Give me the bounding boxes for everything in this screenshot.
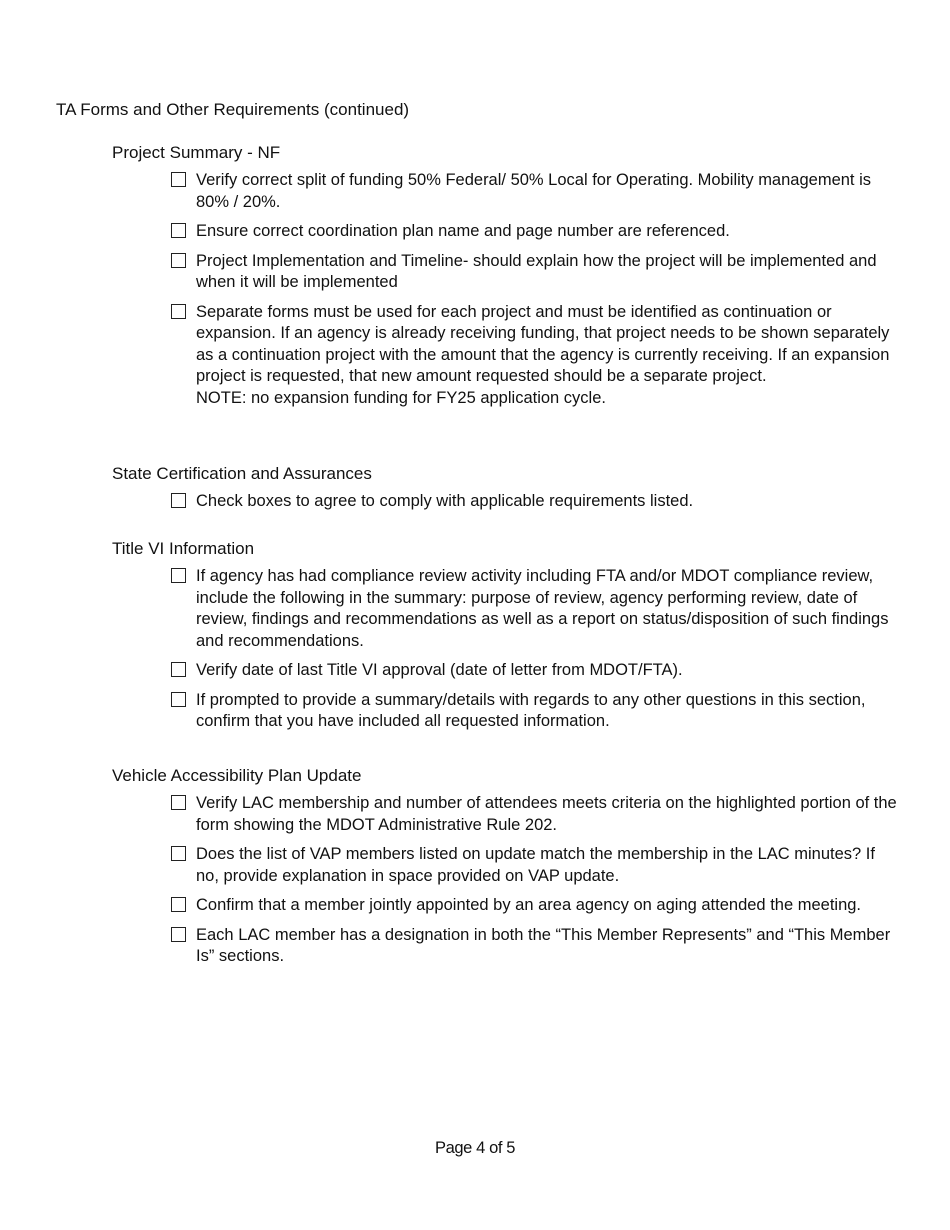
checkbox[interactable] [171,897,186,912]
checklist-item [112,925,902,968]
note-text: NOTE: no expansion funding for FY25 application cycle. [196,388,606,407]
item-text: If prompted to provide a summary/details with regards to any other questions in this section, confirm that you have included all requested information. [196,690,866,730]
checklist-item [112,844,902,887]
checklist-item [112,302,902,410]
checklist [112,491,902,513]
checkbox[interactable] [171,662,186,677]
checkbox[interactable] [171,795,186,810]
item-text: Project Implementation and Timeline- should explain how the project will be implemented and when it will be implemented [196,251,877,291]
checkbox[interactable] [171,304,186,319]
checkbox[interactable] [171,568,186,583]
checklist-item [112,221,902,243]
item-text: Verify LAC membership and number of attendees meets criteria on the highlighted portion of the form showing the MDOT Administrative Rule 202. [196,794,897,834]
item-text: Verify correct split of funding 50% Federal/ 50% Local for Operating. Mobility management is 80% / 20%. [196,171,872,211]
item-text: Does the list of VAP members listed on update match the membership in the LAC minutes? If no, provide explanation in space provided on VAP update. [196,845,875,885]
section-vehicle-accessibility-plan [112,765,902,968]
page-heading: TA Forms and Other Requirements (continued) [56,100,410,119]
checkbox[interactable] [171,846,186,861]
checkbox[interactable] [171,172,186,187]
section-title: State Certification and Assurances [112,464,372,483]
checklist [112,566,902,733]
item-text-body: Separate forms must be used for each project and must be identified as continuation or expansion. If an agency is already receiving funding, that project needs to be shown separately as a continuation project with the amount that the agency is currently receiving. If an expansion project is requested, that new amount requested should be a separate project. [196,302,890,385]
item-text: Check boxes to agree to comply with applicable requirements listed. [196,492,694,510]
checklist-item [112,170,902,213]
checklist-item [112,251,902,294]
checklist-item [112,793,902,836]
checkbox[interactable] [171,253,186,268]
checkbox[interactable] [171,927,186,942]
checklist-item [112,491,902,513]
item-text: If agency has had compliance review activity including FTA and/or MDOT compliance review, include the following in the summary: purpose of review, agency performing review, date of review, findings and recommendations as well as a report on status/disposition of such findings and recommendations. [196,567,889,650]
checkbox[interactable] [171,692,186,707]
checkbox[interactable] [171,493,186,508]
section-state-certification [112,463,902,513]
page-number: Page 4 of 5 [434,1139,515,1157]
item-text [196,302,902,410]
checklist [112,170,902,409]
section-title-vi [112,538,902,733]
item-text: Ensure correct coordination plan name and page number are referenced. [196,222,730,240]
item-text: Confirm that a member jointly appointed by an area agency on aging attended the meeting. [196,896,862,914]
checklist [112,793,902,968]
item-text: Each LAC member has a designation in both the “This Member Represents” and “This Member Is” sections. [196,925,891,965]
section-title: Vehicle Accessibility Plan Update [112,766,362,785]
checklist-item [112,690,902,733]
item-text: Verify date of last Title VI approval (date of letter from MDOT/FTA). [196,661,683,679]
section-title: Project Summary - NF [112,143,281,162]
checklist-item [112,566,902,652]
section-title: Title VI Information [112,539,255,558]
section-project-summary [112,142,902,409]
checkbox[interactable] [171,223,186,238]
checklist-item [112,660,902,682]
checklist-item [112,895,902,917]
